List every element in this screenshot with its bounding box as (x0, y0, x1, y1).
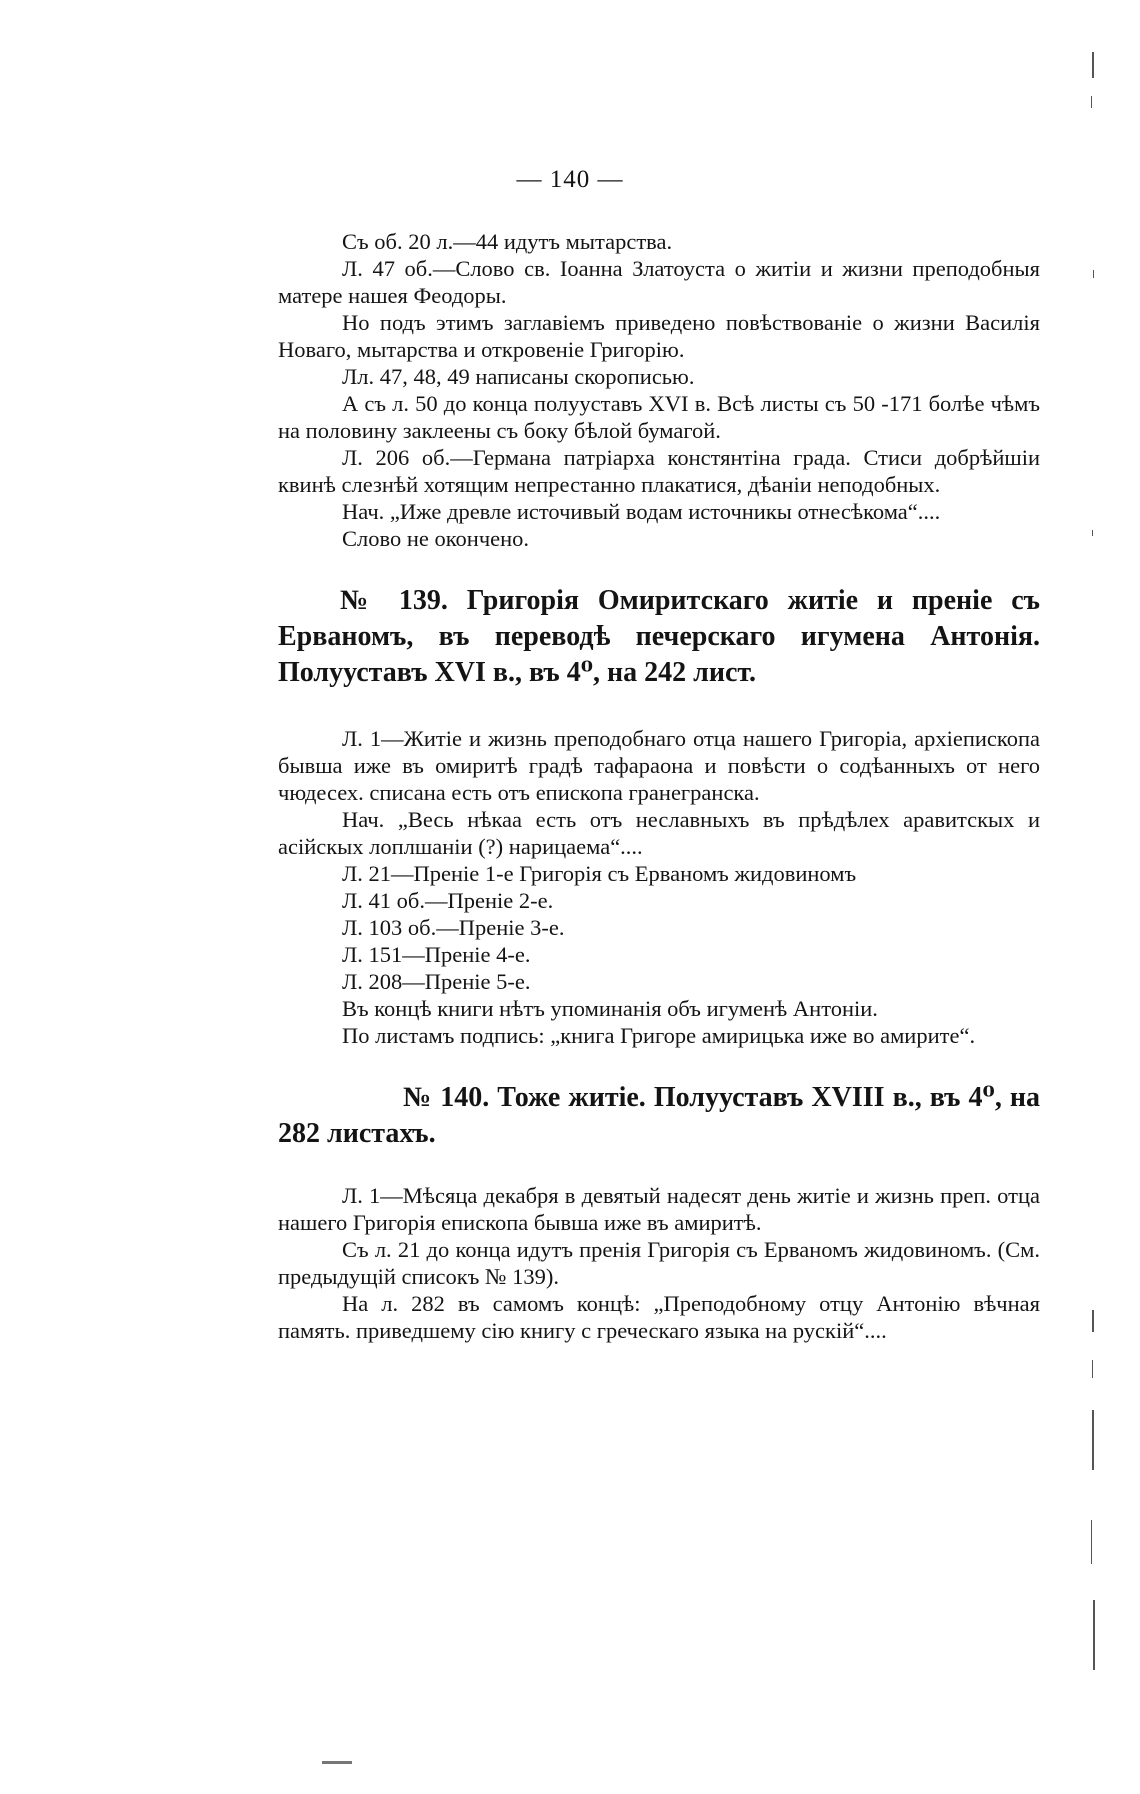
section-140-title: № 140. Тоже житіе. Полууставъ XVIII в., въ 4⁰, на 282 листахъ. (278, 1082, 1040, 1149)
scan-mark (1092, 1410, 1094, 1470)
paragraph: Съ об. 20 л.—44 идутъ мытарства. (342, 229, 673, 254)
section-139 (278, 583, 1040, 1049)
paragraph: Л. 21—Преніе 1-е Григорія съ Ерваномъ жидовиномъ (342, 861, 857, 886)
scan-mark (1092, 52, 1094, 78)
paragraph: На л. 282 въ самомъ концѣ: „Преподобному отцу Антонію вѣчная память. приведшему сію книгу с греческаго языка на рускій“.... (278, 1291, 1040, 1343)
paragraph: Съ л. 21 до конца идутъ пренія Григорія съ Ерваномъ жидовиномъ. (См. предыдущій списокъ № 139). (278, 1237, 1040, 1289)
scan-mark (1093, 270, 1094, 278)
scan-mark (1092, 1310, 1094, 1332)
paragraph: Л. 206 об.—Германа патріарха констянтіна града. Стиси добрѣйшіи квинѣ слезнѣй хотящим непрестанно плакатися, дѣаніи неподобных. (278, 445, 1040, 497)
paragraph: Л. 47 об.—Слово св. Іоанна Златоуста о житіи и жизни преподобныя матере нашея Феодоры. (278, 256, 1040, 308)
scan-mark (1091, 96, 1092, 108)
paragraph: Нач. „Иже древле источивый водам источникы отнесѣкома“.... (342, 499, 941, 524)
section-139-title: № 139. Григорія Омиритскаго житіе и преніе съ Ерваномъ, въ переводѣ печерскаго игумена Антонія. Полууставъ XVI в., въ 4⁰, на 242 лист. (278, 585, 1040, 688)
scan-mark (1092, 530, 1093, 536)
scan-mark (1091, 1520, 1092, 1564)
paragraph: Л. 1—Житіе и жизнь преподобнаго отца нашего Григоріа, архіепископа бывша иже въ омиритѣ градѣ тафараона и повѣсти о содѣанныхъ от него чюдесех. списана есть отъ епископа гранегранска. (278, 726, 1040, 805)
margin-scan-marks (1090, 0, 1100, 1794)
section-140 (278, 1080, 1040, 1344)
scan-mark (1092, 1360, 1093, 1378)
paragraph: Л. 151—Преніе 4-е. (342, 942, 531, 967)
paragraph: Л. 103 об.—Преніе 3-е. (342, 915, 565, 940)
text-column (278, 228, 1040, 1344)
paragraph: Въ концѣ книги нѣтъ упоминанія объ игуменѣ Антоніи. (342, 996, 878, 1021)
paragraph: Л. 1—Мѣсяца декабря в девятый надесят день житіе и жизнь преп. отца нашего Григорія епископа бывша иже въ амиритѣ. (278, 1183, 1040, 1235)
paragraph: Нач. „Весь нѣкаа есть отъ неславныхъ въ прѣдѣлех аравитскых и асійскых лоплшаніи (?) нарицаема“.... (278, 807, 1040, 859)
paragraph: Л. 41 об.—Преніе 2-е. (342, 888, 554, 913)
intro-block (278, 228, 1040, 552)
page-number: — 140 — (516, 166, 624, 193)
paragraph: А съ л. 50 до конца полууставъ XVI в. Всѣ листы съ 50 -171 болѣе чѣмъ на половину заклеены съ боку бѣлой бумагой. (278, 391, 1040, 443)
section-140-body (278, 1182, 1040, 1344)
scan-mark (1093, 1600, 1095, 1670)
paragraph: Но подъ этимъ заглавіемъ приведено повѣствованіе о жизни Василія Новаго, мытарства и откровеніе Григорію. (278, 310, 1040, 362)
scan-smudge (322, 1761, 352, 1764)
paragraph: Слово не окончено. (342, 526, 530, 551)
paragraph: Л. 208—Преніе 5-е. (342, 969, 531, 994)
paragraph: Лл. 47, 48, 49 написаны скорописью. (342, 364, 695, 389)
paragraph: По листамъ подпись: „книга Григоре амирицька иже во амирите“. (342, 1023, 976, 1048)
section-139-body (278, 725, 1040, 1049)
